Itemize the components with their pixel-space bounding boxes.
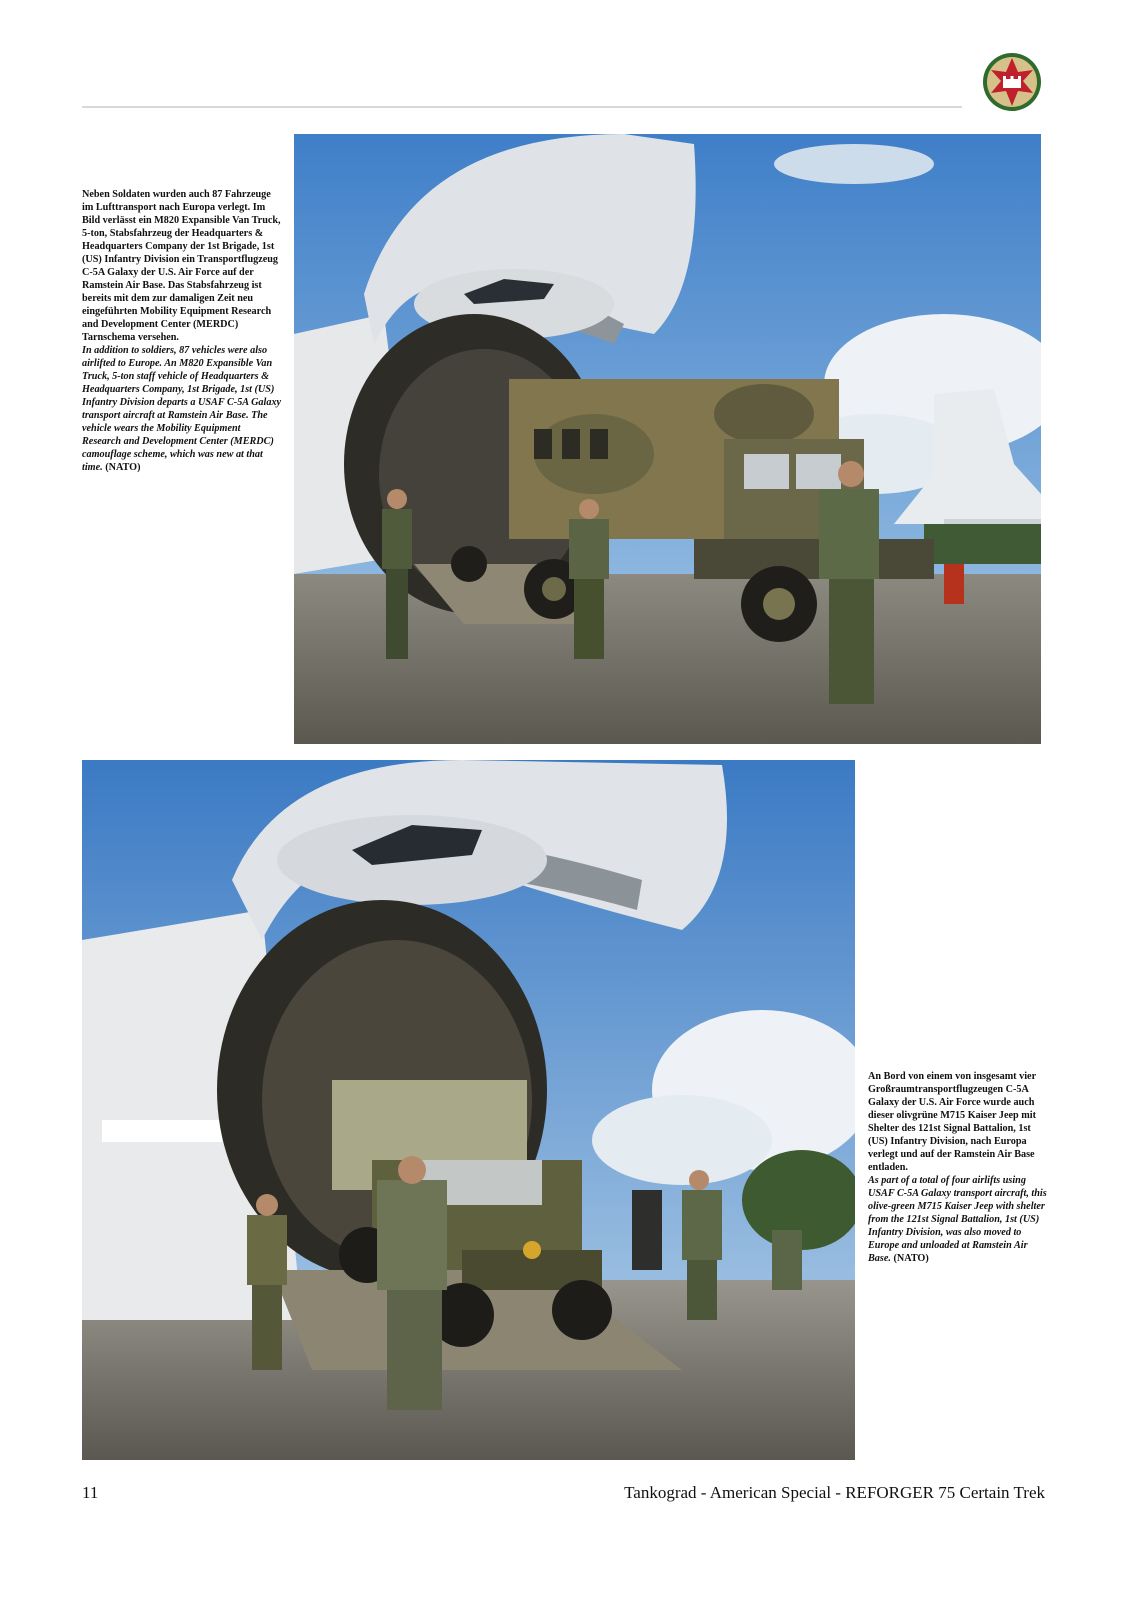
caption-bottom-photo (868, 1070, 1048, 1265)
caption-bottom-credit: (NATO) (893, 1253, 929, 1264)
caption-bottom-english: As part of a total of four airlifts using USAF C-5A Galaxy transport aircraft, this olive-green M715 Kaiser Jeep with shelter from the 121st Signal Battalion, 1st (US) Infantry Division, was also moved to Europe and unloaded at Ramstein Air Base. (868, 1175, 1047, 1264)
page-number: 11 (82, 1483, 99, 1502)
unit-insignia-icon (982, 52, 1042, 112)
header-rule (82, 106, 962, 108)
caption-bottom-german: An Bord von einem von insgesamt vier Großraumtransportflugzeugen C-5A Galaxy der U.S. Air Force wurde auch dieser olivgrüne M715 Kaiser Jeep mit Shelter des 121st Signal Battalion, 1st (US) Infantry Division, nach Europa verlegt und auf der Ramstein Air Base entladen. (868, 1071, 1036, 1173)
caption-top-german: Neben Soldaten wurden auch 87 Fahrzeuge im Lufttransport nach Europa verlegt. Im Bild verlässt ein M820 Expansible Van Truck, 5-ton, Stabsfahrzeug der Headquarters & Headquarters Company der 1st Brigade, 1st (US) Infantry Division ein Transportflugzeug C-5A Galaxy der U.S. Air Force auf der Ramstein Air Base. Das Stabsfahrzeug ist bereits mit dem zur damaligen Zeit neu eingeführten Mobility Equipment Research and Development Center (MERDC) Tarnschema versehen. (82, 189, 281, 343)
caption-top-photo (82, 188, 282, 474)
caption-top-english: In addition to soldiers, 87 vehicles were also airlifted to Europe. An M820 Expansible Van Truck, 5-ton staff vehicle of Headquarters & Headquarters Company, 1st Brigade, 1st (US) Infantry Division departs a USAF C-5A Galaxy transport aircraft at Ramstein Air Base. The vehicle wears the Mobility Equipment Research and Development Center (MERDC) camouflage scheme, which was new at that time. (82, 345, 282, 473)
running-footer-title: Tankograd - American Special - REFORGER 75 Certain Trek (624, 1483, 1045, 1502)
caption-top-credit: (NATO) (105, 462, 141, 473)
c5a-galaxy-m715-kaiser-jeep-photo (82, 760, 855, 1460)
c5a-galaxy-m820-van-truck-photo (294, 134, 1041, 744)
